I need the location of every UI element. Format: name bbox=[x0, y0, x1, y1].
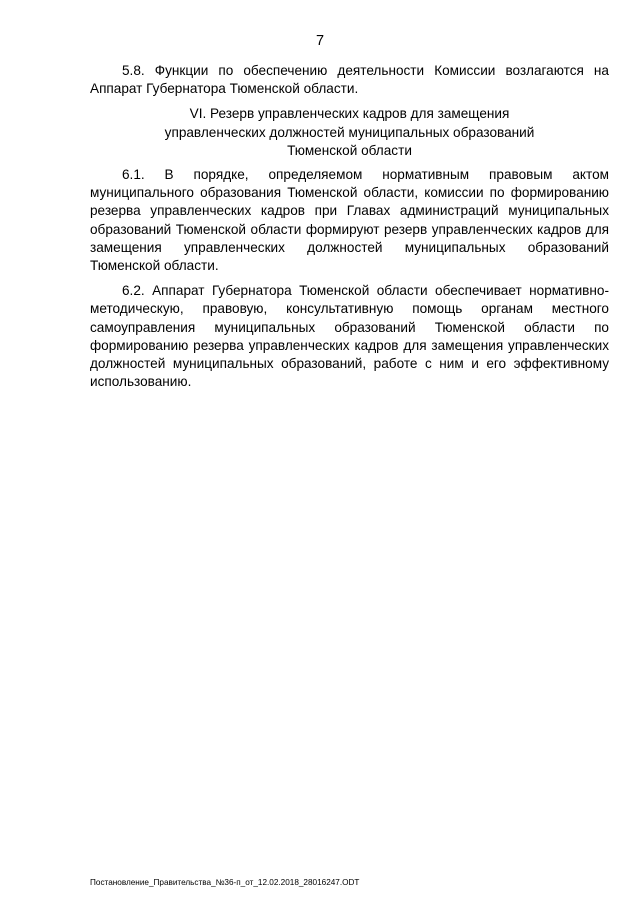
section-title-line-1: VI. Резерв управленческих кадров для замещения bbox=[189, 106, 510, 122]
section-title-line-3: Тюменской области bbox=[287, 142, 412, 158]
footer-filename: Постановление_Правительства_№36-п_от_12.02.2018_28016247.ODT bbox=[90, 878, 360, 887]
paragraph-6-1: 6.1. В порядке, определяемом нормативным правовым актом муниципального образования Тюменской области, комиссии по формированию резерва управленческих кадров при Главах администраций муниципальных образований Тюменской области формируют резерв управленческих кадров для замещения управленческих должностей муниципальных образований Тюменской области. bbox=[90, 167, 609, 274]
paragraph-5-8: 5.8. Функции по обеспечению деятельности Комиссии возлагаются на Аппарат Губернатора Тюменской области. bbox=[90, 63, 609, 97]
page-number: 7 bbox=[315, 33, 325, 49]
section-title bbox=[90, 105, 609, 160]
paragraph-6-2: 6.2. Аппарат Губернатора Тюменской области обеспечивает нормативно-методическую, правовую, консультативную помощь органам местного самоуправления муниципальных образований Тюменской области по формированию резерва управленческих кадров для замещения управленческих должностей муниципальных образований, работе с ним и его эффективному использованию. bbox=[90, 283, 609, 390]
document-body bbox=[90, 62, 609, 391]
section-title-line-2: управленческих должностей муниципальных образований bbox=[164, 124, 535, 140]
